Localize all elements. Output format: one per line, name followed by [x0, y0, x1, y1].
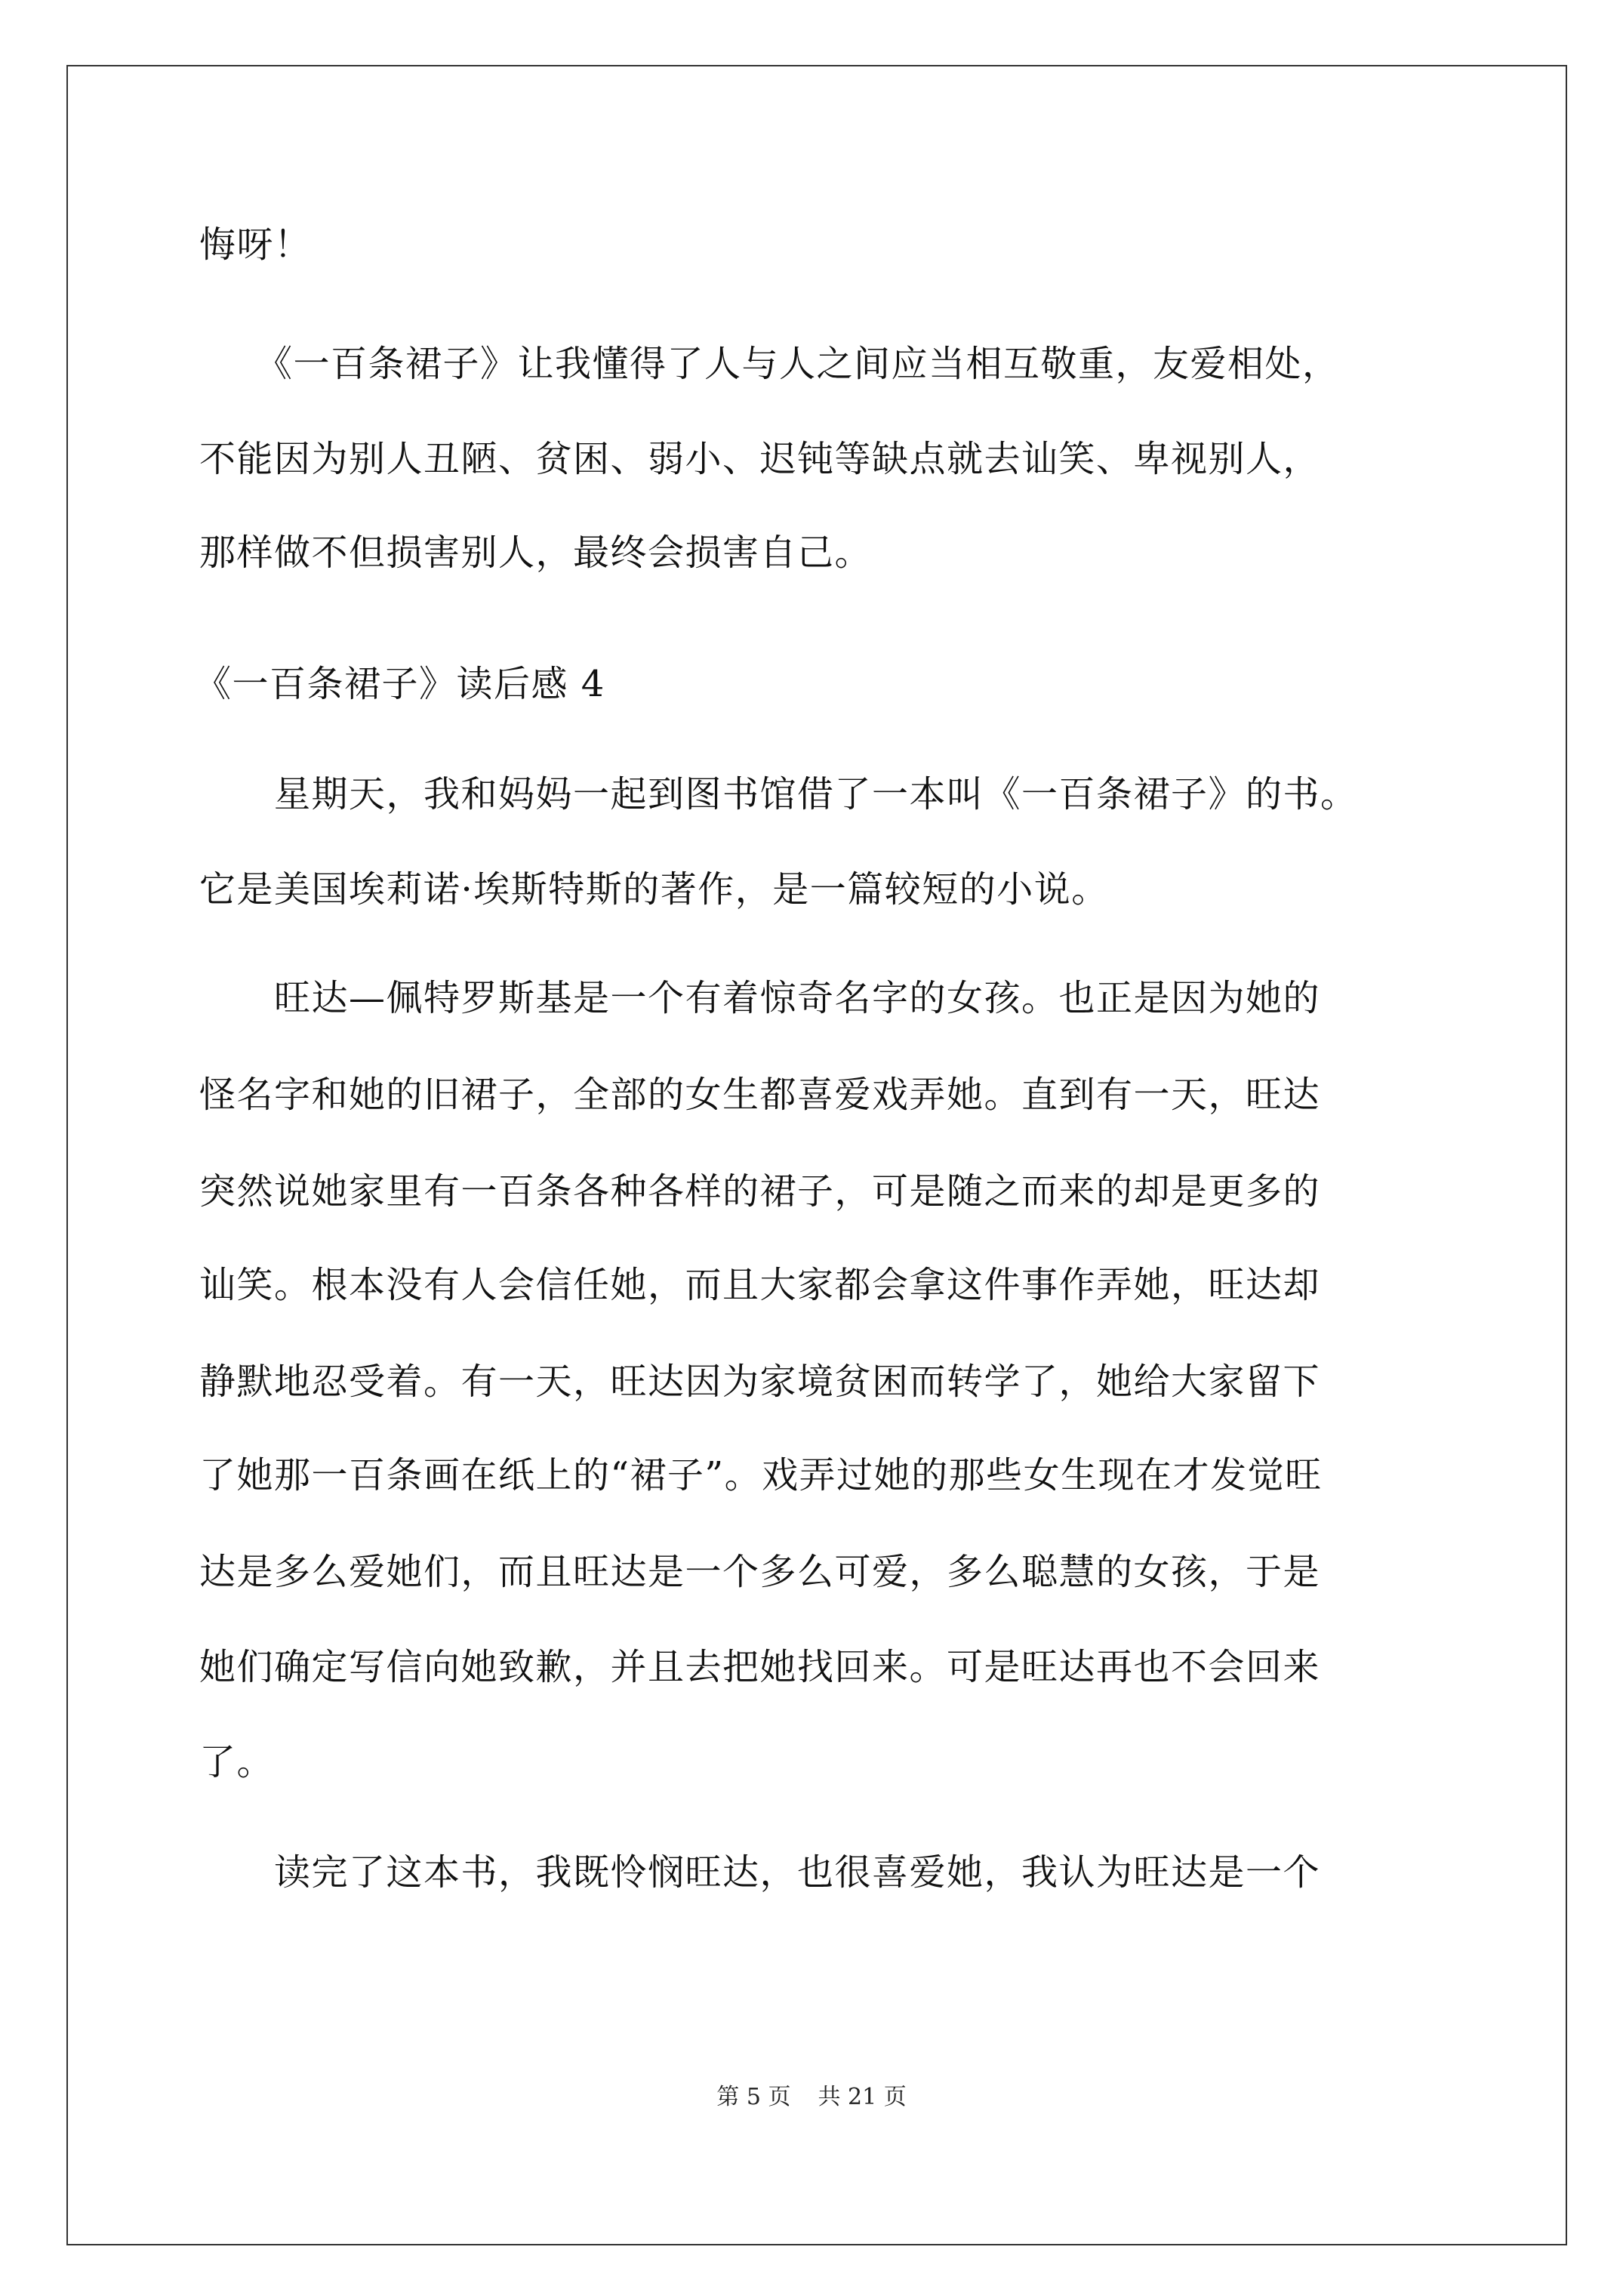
text-line: 那样做不但损害别人，最终会损害自己。 — [199, 532, 873, 574]
page-border — [66, 65, 1567, 2245]
text-line: 星期天，我和妈妈一起到图书馆借了一本叫《一百条裙子》的书。 — [199, 773, 1358, 815]
page-footer — [0, 2082, 1623, 2113]
page-number-total: 共 21 页 — [818, 2084, 907, 2110]
text-line: 旺达—佩特罗斯基是一个有着惊奇名字的女孩。也正是因为她的 — [199, 977, 1321, 1019]
text-line: 了。 — [199, 1741, 275, 1783]
text-line: 静默地忍受着。有一天，旺达因为家境贫困而转学了，她给大家留下 — [199, 1361, 1321, 1403]
text-line: 它是美国埃莉诺·埃斯特斯的著作，是一篇较短的小说。 — [199, 868, 1109, 911]
text-line: 讪笑。根本没有人会信任她，而且大家都会拿这件事作弄她，旺达却 — [199, 1264, 1321, 1306]
text-line: 达是多么爱她们，而且旺达是一个多么可爱，多么聪慧的女孩，于是 — [199, 1551, 1321, 1593]
text-line: 《一百条裙子》让我懂得了人与人之间应当相互敬重，友爱相处， — [199, 343, 1340, 385]
text-line: 悔呀！ — [199, 223, 312, 266]
text-line: 了她那一百条画在纸上的“裙子”。戏弄过她的那些女生现在才发觉旺 — [199, 1454, 1323, 1496]
text-line: 怪名字和她的旧裙子，全部的女生都喜爱戏弄她。直到有一天，旺达 — [199, 1074, 1321, 1116]
text-line: 突然说她家里有一百条各种各样的裙子，可是随之而来的却是更多的 — [199, 1170, 1321, 1213]
text-line: 她们确定写信向她致歉，并且去把她找回来。可是旺达再也不会回来 — [199, 1646, 1321, 1688]
text-line: 读完了这本书，我既怜悯旺达，也很喜爱她，我认为旺达是一个 — [199, 1851, 1321, 1894]
section-heading: 《一百条裙子》读后感 4 — [195, 663, 605, 705]
text-line: 不能因为别人丑陋、贫困、弱小、迟钝等缺点就去讪笑、卑视别人， — [199, 438, 1321, 480]
page-number-current: 第 5 页 — [716, 2084, 791, 2110]
